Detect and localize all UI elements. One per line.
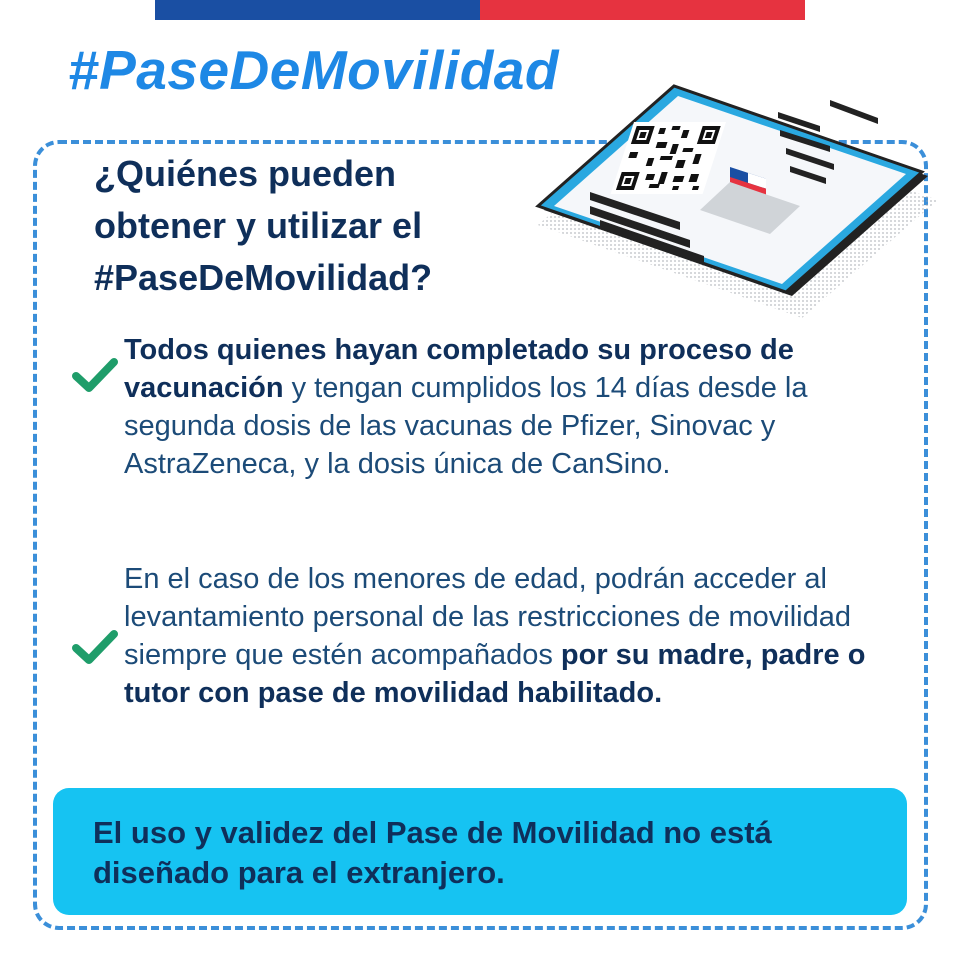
question-line-3: #PaseDeMovilidad? <box>94 257 433 298</box>
item-2-regular: En el caso de los menores de edad, podrán acceder al levantamiento personal de las restricciones de movilidad siempre que estén acompañados <box>124 563 851 671</box>
question-line-2: obtener y utilizar el <box>94 205 423 246</box>
item-1-bold: Todos quienes hayan completado su proceso de vacunación <box>124 334 794 404</box>
question-heading <box>94 148 432 304</box>
notice-box <box>53 788 907 915</box>
item-2-bold: por su madre, padre o tutor con pase de movilidad habilitado. <box>124 639 866 709</box>
item-1-regular: y tengan cumplidos los 14 días desde la segunda dosis de las vacunas de Pfizer, Sinovac y AstraZeneca, y la dosis única de CanSino. <box>124 372 808 480</box>
eligibility-item-minors <box>124 560 914 712</box>
question-line-1: ¿Quiénes pueden <box>94 153 397 194</box>
notice-text: El uso y validez del Pase de Movilidad no está diseñado para el extranjero. <box>93 815 772 890</box>
hashtag-title: #PaseDeMovilidad <box>68 39 559 101</box>
flag-bar-red <box>480 0 805 20</box>
smartphone-qr-illustration <box>530 60 940 320</box>
eligibility-item-vaccinated <box>124 331 834 483</box>
checkmark-icon <box>70 622 120 672</box>
flag-bar <box>155 0 805 20</box>
checkmark-icon <box>70 350 120 400</box>
flag-bar-blue <box>155 0 480 20</box>
